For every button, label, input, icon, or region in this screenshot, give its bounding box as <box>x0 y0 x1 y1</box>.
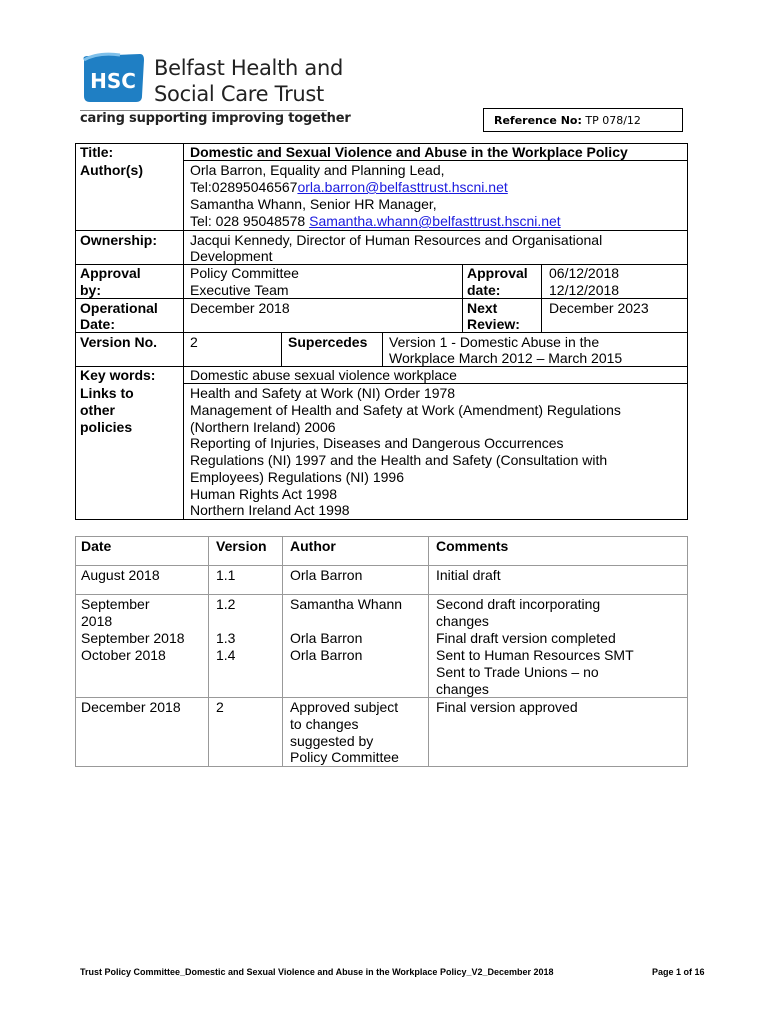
column-header-author: Author <box>290 538 336 554</box>
next-review-date: December 2023 <box>549 300 649 316</box>
author-phone-line <box>190 179 508 196</box>
cell-comments: Sent to Trade Unions – no <box>436 664 599 680</box>
linked-policy: Regulations (NI) 1997 and the Health and Safety (Consultation with <box>190 452 608 468</box>
supercedes-line: Version 1 - Domestic Abuse in the <box>389 334 600 350</box>
hsc-logo <box>80 52 146 104</box>
author-phone-line <box>190 213 561 230</box>
author-line: Orla Barron, Equality and Planning Lead, <box>190 162 445 178</box>
cell-author: Policy Committee <box>290 749 399 765</box>
cell-version: 2 <box>216 699 224 715</box>
reference-label: Reference No: <box>494 114 582 127</box>
cell-comments: Second draft incorporating <box>436 596 601 612</box>
ownership-line: Development <box>190 248 273 264</box>
linked-policy: Reporting of Injuries, Diseases and Dangerous Occurrences <box>190 435 564 451</box>
author-phone: Tel:02895046567 <box>190 179 298 195</box>
approval-by: Policy Committee <box>190 265 299 281</box>
operational-date: December 2018 <box>190 300 290 316</box>
cell-author: Orla Barron <box>290 630 363 646</box>
cell-author: Samantha Whann <box>290 596 403 612</box>
version-label: Version No. <box>80 334 158 350</box>
operational-label: Date: <box>80 316 116 332</box>
author-phone: Tel: 028 95048578 <box>190 213 310 229</box>
reference-value: TP 078/12 <box>585 114 641 127</box>
title-value: Domestic and Sexual Violence and Abuse in the Workplace Policy <box>190 144 628 160</box>
cell-comments: Final draft version completed <box>436 630 616 646</box>
version-value: 2 <box>190 334 198 350</box>
cell-comments: Sent to Human Resources SMT <box>436 647 634 663</box>
cell-date: September <box>81 596 150 612</box>
author-email-link[interactable]: orla.barron@belfasttrust.hscni.net <box>297 179 508 195</box>
supercedes-label: Supercedes <box>288 334 368 350</box>
linked-policy: Northern Ireland Act 1998 <box>190 502 350 518</box>
authors-label: Author(s) <box>80 162 143 178</box>
approval-date-label: date: <box>467 282 501 298</box>
keywords-label: Key words: <box>80 367 156 383</box>
cell-version: 1.4 <box>216 647 236 663</box>
linked-policy: Health and Safety at Work (NI) Order 1978 <box>190 385 456 401</box>
approval-label: Approval <box>80 265 141 281</box>
supercedes-line: Workplace March 2012 – March 2015 <box>389 350 623 366</box>
reference-box <box>483 108 683 132</box>
approval-date-label: Approval <box>467 265 528 281</box>
cell-comments: changes <box>436 613 489 629</box>
ownership-line: Jacqui Kennedy, Director of Human Resources and Organisational <box>190 232 603 248</box>
org-name-line1: Belfast Health and <box>154 56 344 80</box>
cell-version: 1.2 <box>216 596 236 612</box>
operational-label: Operational <box>80 300 158 316</box>
author-line: Samantha Whann, Senior HR Manager, <box>190 196 437 212</box>
column-header-version: Version <box>216 538 267 554</box>
linked-policy: Human Rights Act 1998 <box>190 486 338 502</box>
tagline: caring supporting improving together <box>80 111 351 126</box>
cell-date: September 2018 <box>81 630 185 646</box>
cell-version: 1.1 <box>216 567 236 583</box>
cell-author: Orla Barron <box>290 647 363 663</box>
ownership-label: Ownership: <box>80 232 158 248</box>
cell-comments: Initial draft <box>436 567 501 583</box>
next-review-label: Next <box>467 300 498 316</box>
links-label: other <box>80 402 115 418</box>
approval-label: by: <box>80 282 101 298</box>
cell-date: December 2018 <box>81 699 181 715</box>
cell-date: 2018 <box>81 613 113 629</box>
cell-author: Orla Barron <box>290 567 363 583</box>
cell-author: suggested by <box>290 733 374 749</box>
keywords-value: Domestic abuse sexual violence workplace <box>190 367 457 383</box>
logo-text: HSC <box>90 69 136 93</box>
column-header-comments: Comments <box>436 538 509 554</box>
footer-document-name: Trust Policy Committee_Domestic and Sexual Violence and Abuse in the Workplace Policy_V2_December 2018 <box>80 967 554 977</box>
approval-date: 12/12/2018 <box>549 282 620 298</box>
cell-comments: Final version approved <box>436 699 578 715</box>
cell-date: October 2018 <box>81 647 166 663</box>
approval-date: 06/12/2018 <box>549 265 620 281</box>
cell-version: 1.3 <box>216 630 236 646</box>
footer-page-number: Page 1 of 16 <box>652 967 705 977</box>
column-header-date: Date <box>81 538 112 554</box>
linked-policy: Management of Health and Safety at Work (Amendment) Regulations <box>190 402 621 418</box>
linked-policy: (Northern Ireland) 2006 <box>190 419 336 435</box>
links-label: policies <box>80 419 133 435</box>
org-name-line2: Social Care Trust <box>154 82 324 106</box>
title-label: Title: <box>80 144 114 160</box>
cell-date: August 2018 <box>81 567 160 583</box>
linked-policy: Employees) Regulations (NI) 1996 <box>190 469 404 485</box>
cell-author: to changes <box>290 716 359 732</box>
approval-by: Executive Team <box>190 282 289 298</box>
cell-author: Approved subject <box>290 699 399 715</box>
author-email-link[interactable]: Samantha.whann@belfasttrust.hscni.net <box>309 213 561 229</box>
links-label: Links to <box>80 385 134 401</box>
cell-comments: changes <box>436 681 489 697</box>
next-review-label: Review: <box>467 316 520 332</box>
